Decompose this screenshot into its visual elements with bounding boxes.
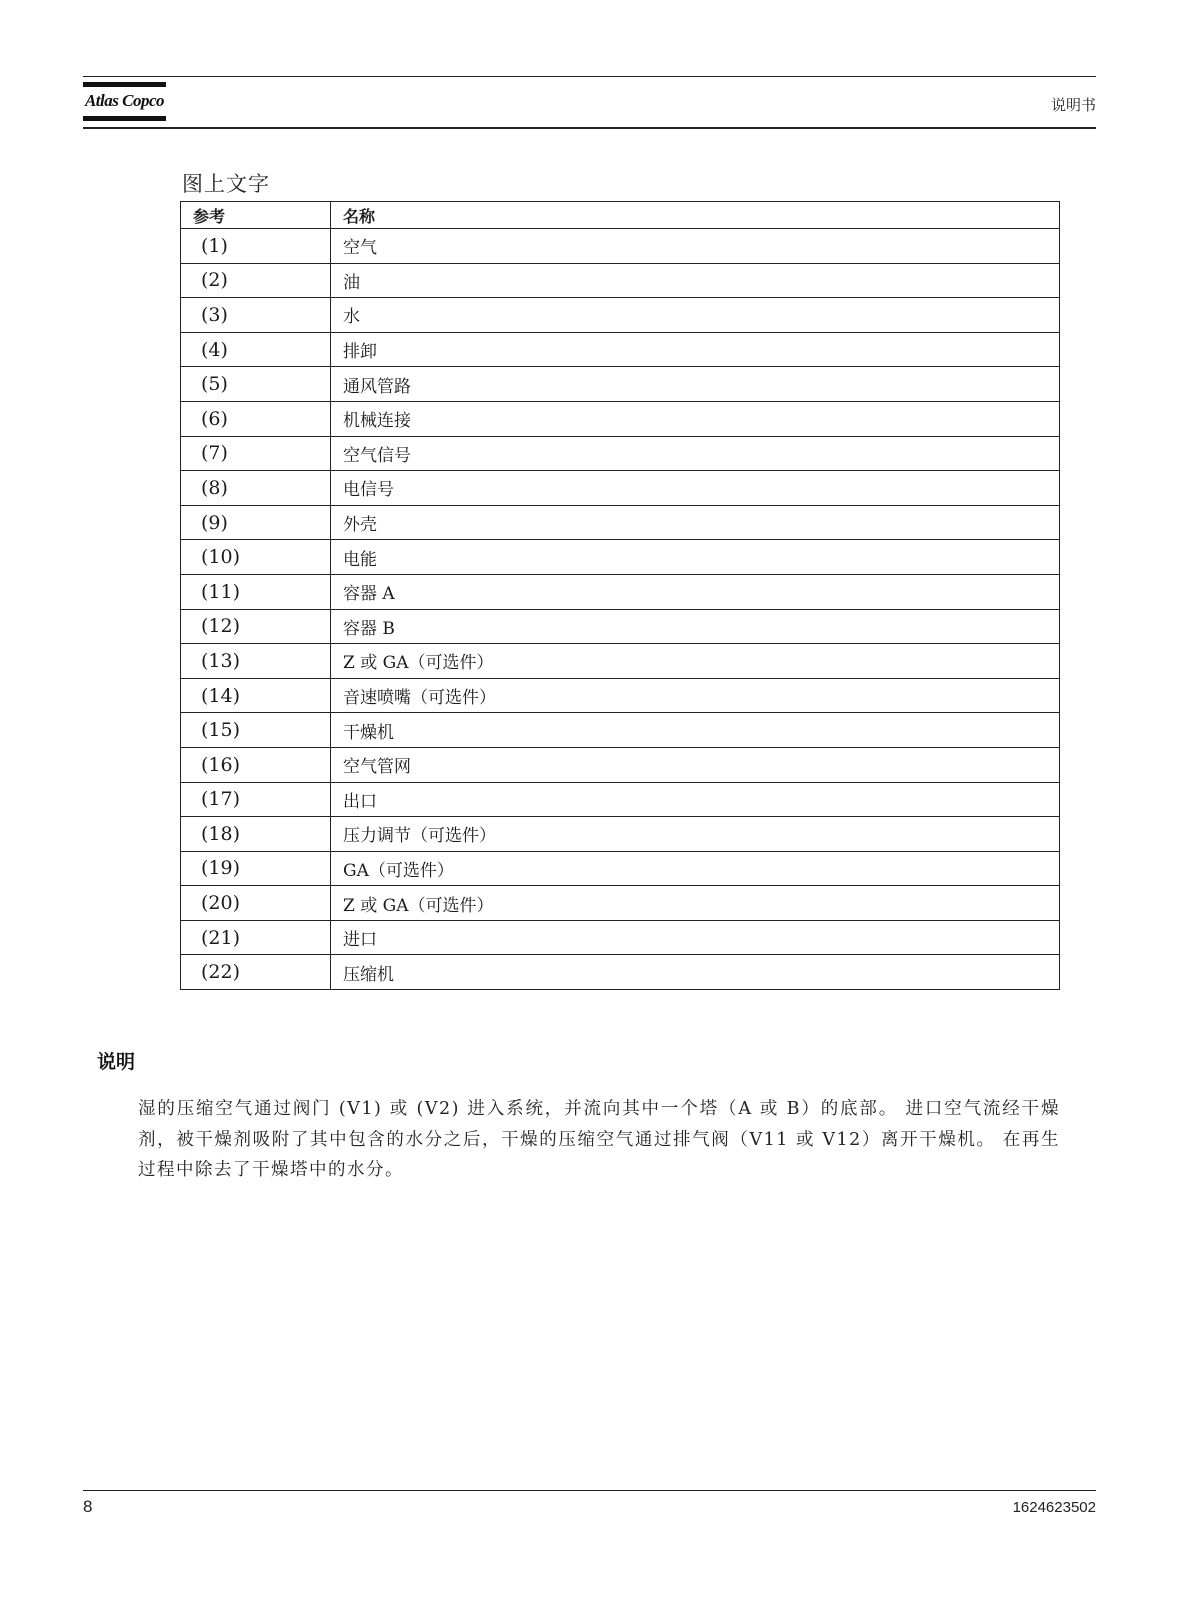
table-row — [181, 817, 1060, 852]
table-row — [181, 955, 1060, 990]
name-cell: 电能 — [331, 540, 1060, 575]
name-cell: 电信号 — [331, 471, 1060, 506]
name-cell: 机械连接 — [331, 401, 1060, 436]
name-cell: 外壳 — [331, 505, 1060, 540]
table-row — [181, 263, 1060, 298]
section-heading: 说明 — [97, 1051, 136, 1073]
name-cell: 干燥机 — [331, 713, 1060, 748]
reference-cell: (18) — [181, 817, 331, 852]
name-cell: 空气 — [331, 229, 1060, 264]
reference-cell: (1) — [181, 229, 331, 264]
name-cell: 压缩机 — [331, 955, 1060, 990]
reference-cell: (4) — [181, 332, 331, 367]
table-row — [181, 436, 1060, 471]
logo-text: Atlas Copco — [84, 91, 165, 110]
table-row — [181, 782, 1060, 817]
legend-header-row — [181, 202, 1060, 229]
column-header-reference: 参考 — [181, 202, 331, 229]
table-row — [181, 920, 1060, 955]
page-number: 8 — [83, 1497, 93, 1516]
reference-cell: (5) — [181, 367, 331, 402]
table-row — [181, 747, 1060, 782]
table-row — [181, 678, 1060, 713]
table-row — [181, 367, 1060, 402]
table-row — [181, 886, 1060, 921]
name-cell: 通风管路 — [331, 367, 1060, 402]
name-cell: Z 或 GA（可选件） — [331, 644, 1060, 679]
atlas-copco-logo — [83, 82, 166, 122]
name-cell: 容器 A — [331, 574, 1060, 609]
legend-caption: 图上文字 — [182, 172, 270, 196]
reference-cell: (17) — [181, 782, 331, 817]
table-row — [181, 609, 1060, 644]
reference-cell: (14) — [181, 678, 331, 713]
table-row — [181, 851, 1060, 886]
reference-cell: (8) — [181, 471, 331, 506]
table-row — [181, 644, 1060, 679]
reference-cell: (2) — [181, 263, 331, 298]
reference-cell: (10) — [181, 540, 331, 575]
header-top-rule — [83, 76, 1096, 77]
table-row — [181, 401, 1060, 436]
reference-cell: (6) — [181, 401, 331, 436]
document-number: 1624623502 — [1012, 1499, 1096, 1516]
logo-top-bar — [83, 82, 166, 87]
table-row — [181, 540, 1060, 575]
column-header-name: 名称 — [331, 202, 1060, 229]
footer-rule — [83, 1490, 1096, 1491]
table-row — [181, 713, 1060, 748]
reference-cell: (7) — [181, 436, 331, 471]
name-cell: GA（可选件） — [331, 851, 1060, 886]
name-cell: 容器 B — [331, 609, 1060, 644]
legend-body — [181, 229, 1060, 990]
name-cell: Z 或 GA（可选件） — [331, 886, 1060, 921]
table-row — [181, 471, 1060, 506]
reference-cell: (15) — [181, 713, 331, 748]
reference-cell: (19) — [181, 851, 331, 886]
name-cell: 油 — [331, 263, 1060, 298]
name-cell: 音速喷嘴（可选件） — [331, 678, 1060, 713]
reference-cell: (13) — [181, 644, 331, 679]
table-row — [181, 332, 1060, 367]
header-bottom-rule — [83, 127, 1096, 129]
logo-bottom-bar — [83, 116, 166, 121]
name-cell: 水 — [331, 298, 1060, 333]
reference-cell: (12) — [181, 609, 331, 644]
table-row — [181, 574, 1060, 609]
reference-cell: (20) — [181, 886, 331, 921]
table-row — [181, 229, 1060, 264]
description-paragraph: 湿的压缩空气通过阀门 (V1) 或 (V2) 进入系统，并流向其中一个塔（A 或 B）的底部。 进口空气流经干燥剂，被干燥剂吸附了其中包含的水分之后，干燥的压缩空气通过排气阀（V11 或 V12）离开干燥机。 在再生过程中除去了干燥塔中的水分。 — [138, 1099, 1060, 1180]
name-cell: 压力调节（可选件） — [331, 817, 1060, 852]
legend-table — [180, 201, 1060, 990]
name-cell: 空气信号 — [331, 436, 1060, 471]
reference-cell: (11) — [181, 574, 331, 609]
name-cell: 空气管网 — [331, 747, 1060, 782]
reference-cell: (9) — [181, 505, 331, 540]
reference-cell: (3) — [181, 298, 331, 333]
name-cell: 进口 — [331, 920, 1060, 955]
reference-cell: (22) — [181, 955, 331, 990]
reference-cell: (21) — [181, 920, 331, 955]
document-type: 说明书 — [1050, 96, 1096, 114]
name-cell: 出口 — [331, 782, 1060, 817]
reference-cell: (16) — [181, 747, 331, 782]
name-cell: 排卸 — [331, 332, 1060, 367]
table-row — [181, 298, 1060, 333]
table-row — [181, 505, 1060, 540]
